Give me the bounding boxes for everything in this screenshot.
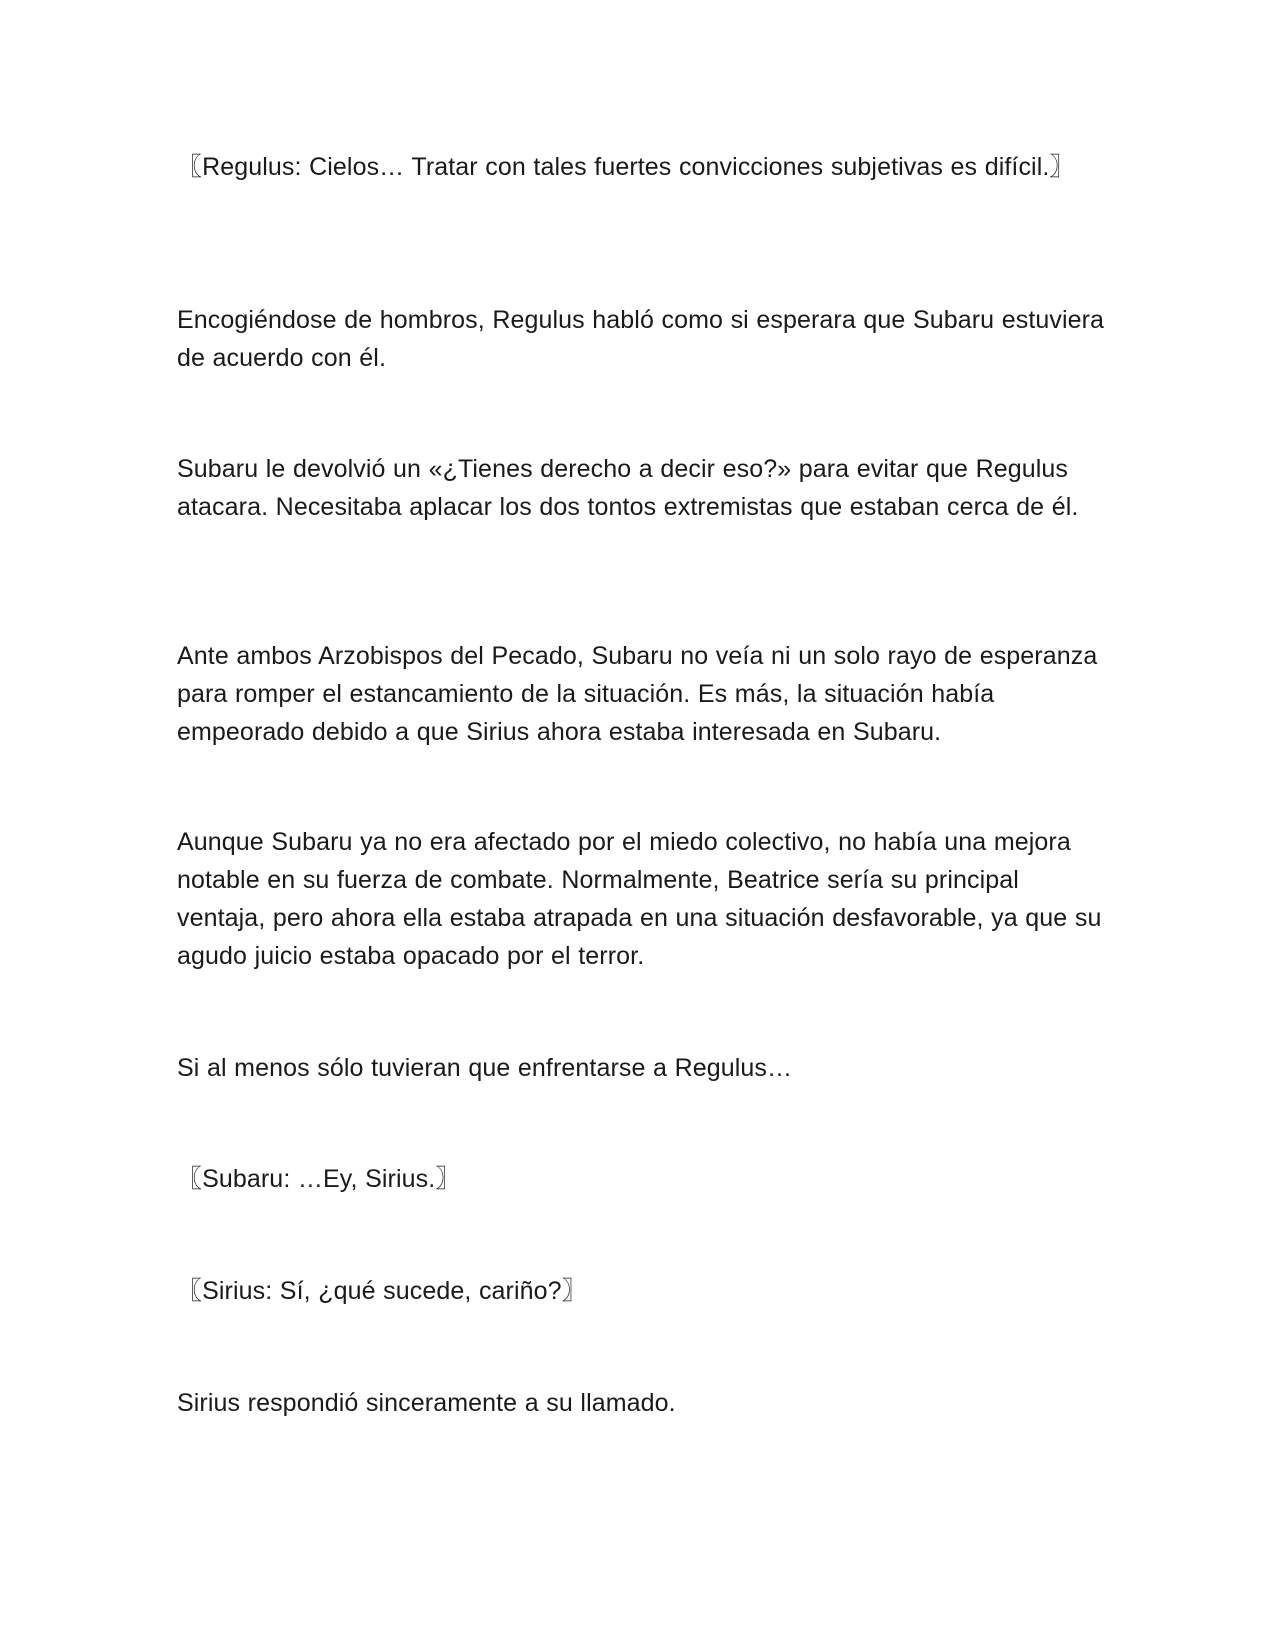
- narration-paragraph: Encogiéndose de hombros, Regulus habló como si esperara que Subaru estuviera de acuerdo con él.: [177, 306, 1105, 372]
- narration-paragraph: Si al menos sólo tuvieran que enfrentarse a Regulus…: [177, 1054, 793, 1082]
- dialogue-subaru: 〖Subaru: …Ey, Sirius.〗: [177, 1165, 461, 1193]
- dialogue-sirius: 〖Sirius: Sí, ¿qué sucede, cariño?〗: [177, 1277, 587, 1305]
- narration-paragraph: Subaru le devolvió un «¿Tienes derecho a decir eso?» para evitar que Regulus atacara. Necesitaba aplacar los dos tontos extremistas que estaban cerca de él.: [177, 455, 1079, 521]
- narration-paragraph: Sirius respondió sinceramente a su llamado.: [177, 1389, 676, 1417]
- narration-paragraph: Aunque Subaru ya no era afectado por el miedo colectivo, no había una mejora notable en su fuerza de combate. Normalmente, Beatrice sería su principal ventaja, pero ahora ella estaba atrapada en una situación desfavorable, ya que su agudo juicio estaba opacado por el terror.: [177, 828, 1102, 970]
- narration-paragraph: Ante ambos Arzobispos del Pecado, Subaru no veía ni un solo rayo de esperanza para romper el estancamiento de la situación. Es más, la situación había empeorado debido a que Sirius ahora estaba interesada en Subaru.: [177, 642, 1098, 746]
- dialogue-regulus: 〖Regulus: Cielos… Tratar con tales fuertes convicciones subjetivas es difícil.〗: [177, 153, 1075, 181]
